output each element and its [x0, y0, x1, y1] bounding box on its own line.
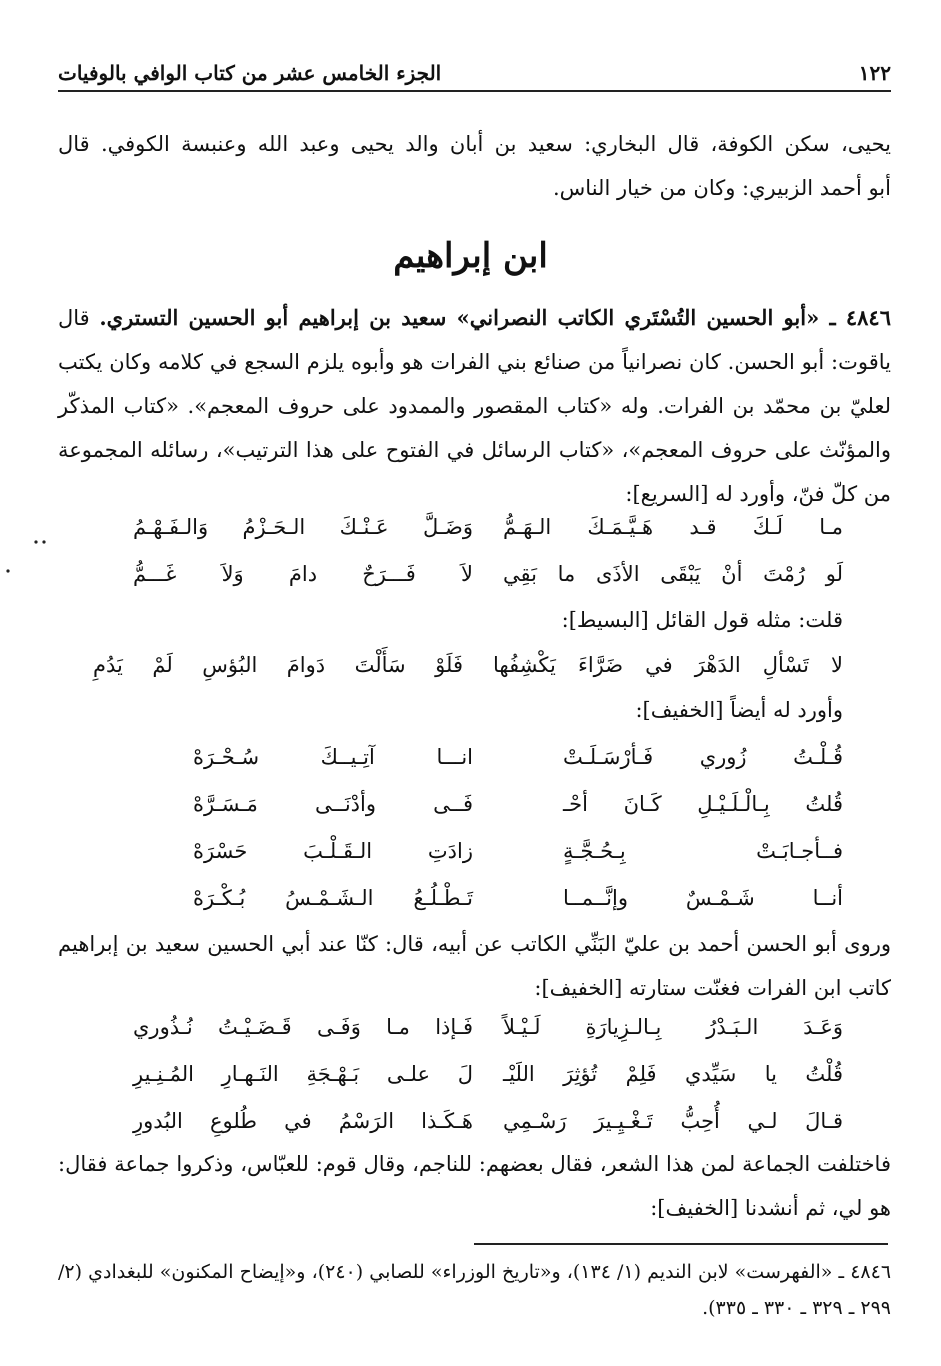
verse-second-hemistich: لَ علـى بَـهْـجَةِ النَـهـارِ المُـنِـيرِ: [133, 1061, 473, 1086]
entry-body: [58, 296, 891, 516]
verse-line: [193, 827, 843, 874]
intro-line-1: يحيى، سكن الكوفة، قال البخاري: سعيد بن أبان والد يحيى وعبد الله وعنبسة الكوفي. قال: [58, 132, 891, 156]
verse-first-hemistich: لَو رُمْتَ أنْ يَبْقَى الأذَى ما بَقِي: [503, 561, 843, 586]
verse-first-hemistich: قُـلْـتُ زُوري فَـأرْسَـلَـتْ: [563, 744, 843, 769]
narration-text: وروى أبو الحسن أحمد بن عليّ البَنِّي الكاتب عن أبيه، قال: كنّا عند أبي الحسين سعيد بن إبراهيم كاتب ابن الفرات فغنّت ستارته [الخفيف]:: [58, 932, 891, 1000]
verse-line: [133, 550, 843, 597]
running-title: الجزء الخامس عشر من كتاب الوافي بالوفيات: [58, 61, 442, 85]
verse-line: [133, 503, 843, 550]
verse-line: [193, 733, 843, 780]
poem-4: [133, 1003, 843, 1144]
verse-second-hemistich: هَـكَـذا الرَسْمُ في طُلوعِ البُدورِ: [133, 1108, 473, 1133]
footnote: ٤٨٤٦ ـ «الفهرست» لابن النديم (١/ ١٣٤)، و«تاريخ الوزراء» للصابي (٢٤٠)، و«إيضاح المكنون» للبغدادي (٢/ ٢٩٩ ـ ٣٢٩ ـ ٣٣٠ ـ ٣٣٥).: [58, 1261, 892, 1319]
verse-second-hemistich: فَلَوْ سَأَلْتَ دَوامَ البُؤسِ لَمْ يَدُمِ: [93, 652, 463, 677]
margin-dots-mark: [0, 530, 54, 580]
poem-1: [133, 503, 843, 597]
verse-first-hemistich: مـا لَـكَ قـد هَـيَّـمَـكَ الـهَـمُّ: [503, 514, 843, 539]
verse-first-hemistich: قُلْتُ يا سَيِّدي فَلِمْ تُؤثِرَ اللَيْـ: [503, 1061, 843, 1086]
closing-paragraph: [58, 1142, 891, 1230]
verse-second-hemistich: لاَ فَـــرَحٌ دامَ وَلاَ غَـــمُّ: [133, 561, 473, 586]
verse-second-hemistich: انـــا آتِـيــكَ سُـحْـرَهْ: [193, 744, 473, 769]
verse-line: [133, 1003, 843, 1050]
footnote-divider: [474, 1243, 888, 1245]
verse-first-hemistich: وَعَـدَ الـبَـدْرُ بِـالـزِيارَةِ لَـيْـلاً: [503, 1014, 843, 1039]
narration-paragraph: [58, 922, 891, 1010]
verse-line: [193, 780, 843, 827]
verse-second-hemistich: تَـطْـلُـعُ الـشَـمْـسُ بُـكْـرَهْ: [193, 885, 473, 910]
verse-first-hemistich: أنــا شَـمْـسٌ وإنَّــمــا: [563, 885, 843, 910]
qult-label: قلت: مثله قول القائل [البسيط]:: [561, 608, 843, 632]
verse-first-hemistich: قـالَ لـي أُحِبُّ تَـغْـيِـيرَ رَسْـمِي: [503, 1108, 843, 1133]
khafif-label: وأورد له أيضاً [الخفيف]:: [635, 698, 843, 722]
intro-paragraph: [58, 122, 891, 210]
verse-first-hemistich: فــأجـابَـتْ بِـحُـجَّـةٍ: [563, 838, 843, 863]
intro-line-2: أبو أحمد الزبيري: وكان من خيار الناس.: [553, 176, 891, 200]
closing-text: فاختلفت الجماعة لمن هذا الشعر، فقال بعضهم: للناجم، وقال قوم: للعبّاس، وذكروا جماعة فقال: هو لي، ثم أنشدنا [الخفيف]:: [58, 1152, 891, 1220]
verse-line: [133, 1050, 843, 1097]
verse-first-hemistich: قُلتُ بِـالْـلَـيْـلِ كَـانَ أحْـ: [563, 791, 843, 816]
poem-2: [93, 641, 843, 688]
entry-heading: ٤٨٤٦ ـ «أبو الحسين التُسْتَري الكاتب النصراني» سعيد بن إبراهيم أبو الحسين التستري.: [99, 305, 891, 330]
verse-second-hemistich: وَضَـلَّ عَـنْـكَ الـحَـزْمُ وَالـفَـهْـمُ: [133, 514, 473, 539]
verse-first-hemistich: لا تَسْألِ الدَهْرَ في ضَرَّاءَ يَكْشِفُها: [493, 652, 843, 677]
poem-3: [193, 733, 843, 921]
verse-second-hemistich: زادَتِ الـقَـلْـبَ حَسْرَهْ: [193, 838, 473, 863]
verse-second-hemistich: فَــى وأدْنَــى مَـسَـرَّهْ: [193, 791, 473, 816]
page-number: ١٢٢: [858, 61, 891, 85]
entry-paragraph: [58, 296, 891, 516]
verse-line: [193, 874, 843, 921]
section-title: ابن إبراهيم: [393, 236, 548, 276]
entry-text: قال ياقوت: أبو الحسن. كان نصرانياً من صنائع بني الفرات هو وأبوه يلزم السجع في كلامه وكان يكتب لعليّ بن محمّد بن الفرات. وله «كتاب المقصور والممدود على حروف المعجم». «كتاب المذكّر والمؤنّث على حروف المعجم»، «كتاب الرسائل في الفتوح على هذا الترتيب»، رسائله المجموعة من كلّ فنّ، وأورد له [السريع]:: [58, 306, 891, 506]
verse-second-hemistich: فَـإذا مـا وَفَـى قَـضَـيْـتُ نُـذُوري: [133, 1014, 473, 1039]
verse-line: [133, 1097, 843, 1144]
verse-line: [93, 641, 843, 688]
running-header: [58, 56, 891, 92]
